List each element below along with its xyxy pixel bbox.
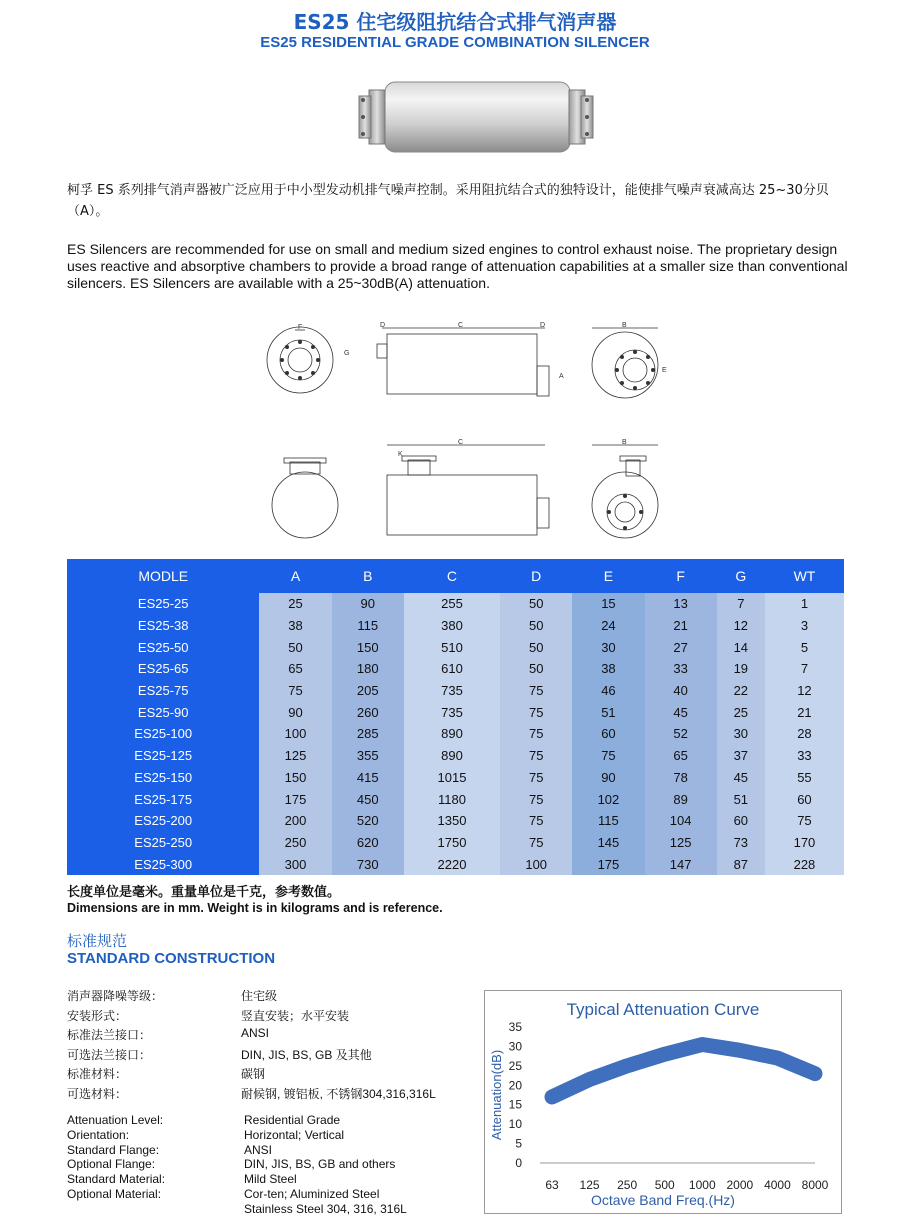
table-cell: 90 <box>259 701 331 723</box>
table-cell: 610 <box>404 658 500 680</box>
table-cell: 14 <box>717 636 765 658</box>
table-cell: 75 <box>572 745 644 767</box>
table-cell: 22 <box>717 680 765 702</box>
table-cell: 75 <box>500 701 572 723</box>
table-cell: 1 <box>765 593 844 615</box>
data-point <box>814 1073 816 1075</box>
y-tick-label: 0 <box>515 1156 522 1170</box>
table-cell: 30 <box>717 723 765 745</box>
label-G: G <box>344 350 350 357</box>
table-cell: 3 <box>765 615 844 637</box>
column-header-modle: MODLE <box>67 559 259 593</box>
table-cell: 250 <box>259 832 331 854</box>
table-cell: 75 <box>500 767 572 789</box>
table-cell: 73 <box>717 832 765 854</box>
table-cell: 890 <box>404 745 500 767</box>
table-cell: 25 <box>717 701 765 723</box>
table-cell: 75 <box>500 832 572 854</box>
table-cell: 1015 <box>404 767 500 789</box>
table-cell: ES25-25 <box>67 593 259 615</box>
label-F: F <box>298 324 303 331</box>
table-cell: 60 <box>572 723 644 745</box>
units-note-en: Dimensions are in mm. Weight is in kilograms and is reference. <box>67 901 443 915</box>
construction-title-en: STANDARD CONSTRUCTION <box>67 950 276 967</box>
construction-cn-label: 标准材料： <box>67 1067 128 1081</box>
table-cell: ES25-100 <box>67 723 259 745</box>
table-cell: ES25-75 <box>67 680 259 702</box>
data-point <box>551 1096 553 1098</box>
table-cell: 75 <box>500 723 572 745</box>
label-E: E <box>662 367 667 374</box>
table-cell: 90 <box>572 767 644 789</box>
table-cell: 75 <box>765 810 844 832</box>
construction-en-label: Standard Flange: <box>67 1142 160 1157</box>
table-cell: 52 <box>645 723 717 745</box>
y-tick-label: 5 <box>515 1136 522 1151</box>
construction-en-value: ANSI <box>244 1142 273 1157</box>
x-tick-label: 4000 <box>764 1178 791 1192</box>
construction-title-cn: 标准规范 <box>67 932 128 950</box>
table-cell: 7 <box>765 658 844 680</box>
table-cell: ES25-250 <box>67 832 259 854</box>
table-cell: 45 <box>645 701 717 723</box>
table-cell: 60 <box>765 788 844 810</box>
x-axis-label: Octave Band Freq.(Hz) <box>591 1192 735 1208</box>
table-cell: 55 <box>765 767 844 789</box>
attenuation-chart <box>484 990 842 1214</box>
table-cell: 100 <box>259 723 331 745</box>
table-row <box>67 701 844 723</box>
table-row <box>67 658 844 680</box>
label-K: K <box>398 451 403 458</box>
table-cell: 100 <box>500 853 572 875</box>
label-C2: C <box>458 439 464 446</box>
construction-en-value: Mild Steel <box>244 1172 297 1187</box>
table-cell: 255 <box>404 593 500 615</box>
x-tick-label: 8000 <box>801 1178 829 1192</box>
y-tick-label: 25 <box>508 1058 522 1073</box>
table-cell: 38 <box>259 615 331 637</box>
table-cell: ES25-300 <box>67 853 259 875</box>
construction-cn-value: 竖直安装；水平安装 <box>241 1008 350 1023</box>
table-cell: 21 <box>765 701 844 723</box>
data-point <box>739 1049 741 1051</box>
table-row <box>67 636 844 658</box>
intro-text-cn: 柯孚 ES 系列排气消声器被广泛应用于中小型发动机排气噪声控制。采用阻抗结合式的独特设计，能使排气噪声衰减高达 25~30分贝（A）。 <box>67 183 829 219</box>
y-tick-label: 30 <box>508 1039 522 1054</box>
table-cell: 150 <box>259 767 331 789</box>
table-cell: 40 <box>645 680 717 702</box>
table-cell: ES25-125 <box>67 745 259 767</box>
table-cell: 78 <box>645 767 717 789</box>
x-tick-label: 63 <box>545 1178 559 1192</box>
table-cell: 38 <box>572 658 644 680</box>
column-header-g: G <box>717 559 765 593</box>
table-cell: 19 <box>717 658 765 680</box>
construction-en-value: Horizontal; Vertical <box>244 1127 345 1142</box>
table-cell: 115 <box>332 615 404 637</box>
table-row <box>67 853 844 875</box>
data-point <box>626 1065 628 1067</box>
table-cell: 75 <box>500 810 572 832</box>
construction-en-label: Attenuation Level: <box>67 1113 164 1127</box>
data-point <box>701 1043 703 1045</box>
construction-cn-label: 消声器降噪等级： <box>67 989 164 1003</box>
table-cell: 21 <box>645 615 717 637</box>
table-cell: 25 <box>259 593 331 615</box>
column-header-a: A <box>259 559 331 593</box>
table-cell: 50 <box>500 658 572 680</box>
table-cell: 50 <box>259 636 331 658</box>
table-cell: 12 <box>717 615 765 637</box>
table-cell: 51 <box>572 701 644 723</box>
table-row <box>67 615 844 637</box>
label-D2: D <box>540 322 546 329</box>
table-cell: 180 <box>332 658 404 680</box>
table-cell: 45 <box>717 767 765 789</box>
table-cell: 145 <box>572 832 644 854</box>
table-cell: 147 <box>645 853 717 875</box>
dimension-drawings <box>260 320 680 545</box>
table-cell: 260 <box>332 701 404 723</box>
construction-en-value: Cor-ten; Aluminized Steel <box>244 1187 380 1201</box>
column-header-wt: WT <box>765 559 844 593</box>
x-tick-label: 2000 <box>726 1178 754 1192</box>
table-cell: ES25-90 <box>67 701 259 723</box>
data-point <box>776 1057 778 1059</box>
construction-cn-value: ANSI <box>241 1026 270 1040</box>
table-cell: 90 <box>332 593 404 615</box>
table-cell: 87 <box>717 853 765 875</box>
x-tick-label: 500 <box>654 1178 675 1192</box>
table-cell: 2220 <box>404 853 500 875</box>
table-cell: 175 <box>572 853 644 875</box>
table-cell: 65 <box>259 658 331 680</box>
table-header-row <box>67 559 844 593</box>
table-cell: 730 <box>332 853 404 875</box>
table-cell: 46 <box>572 680 644 702</box>
table-cell: ES25-150 <box>67 767 259 789</box>
y-axis-label: Attenuation(dB) <box>489 1049 504 1141</box>
table-cell: 24 <box>572 615 644 637</box>
table-cell: 125 <box>645 832 717 854</box>
table-cell: 355 <box>332 745 404 767</box>
column-header-d: D <box>500 559 572 593</box>
construction-en-value: Stainless Steel 304, 316, 316L <box>244 1201 407 1216</box>
construction-cn-label: 安装形式： <box>67 1008 128 1023</box>
table-cell: 1180 <box>404 788 500 810</box>
table-cell: 75 <box>259 680 331 702</box>
table-cell: 228 <box>765 853 844 875</box>
column-header-e: E <box>572 559 644 593</box>
table-cell: 115 <box>572 810 644 832</box>
table-cell: ES25-50 <box>67 636 259 658</box>
data-point <box>664 1053 666 1055</box>
table-cell: 150 <box>332 636 404 658</box>
table-row <box>67 767 844 789</box>
table-cell: ES25-38 <box>67 615 259 637</box>
table-cell: ES25-200 <box>67 810 259 832</box>
label-B2: B <box>622 439 627 446</box>
table-cell: 1750 <box>404 832 500 854</box>
table-cell: 510 <box>404 636 500 658</box>
table-cell: 30 <box>572 636 644 658</box>
attenuation-series-line <box>552 1044 815 1096</box>
table-cell: 60 <box>717 810 765 832</box>
table-cell: 735 <box>404 701 500 723</box>
column-header-f: F <box>645 559 717 593</box>
table-row <box>67 745 844 767</box>
construction-en-label: Orientation: <box>67 1127 130 1142</box>
construction-en-label: Optional Flange: <box>67 1157 156 1172</box>
table-cell: 12 <box>765 680 844 702</box>
x-tick-label: 125 <box>579 1178 600 1192</box>
table-cell: 50 <box>500 615 572 637</box>
x-tick-label: 1000 <box>688 1178 716 1192</box>
silencer-product-image <box>355 76 595 161</box>
table-cell: 380 <box>404 615 500 637</box>
table-cell: 37 <box>717 745 765 767</box>
table-cell: 102 <box>572 788 644 810</box>
construction-cn-value: DIN, JIS, BS, GB 及其他 <box>241 1047 372 1062</box>
construction-cn-label: 可选材料： <box>67 1086 128 1101</box>
table-cell: 75 <box>500 745 572 767</box>
table-cell: 5 <box>765 636 844 658</box>
table-cell: 50 <box>500 636 572 658</box>
table-cell: 89 <box>645 788 717 810</box>
label-A: A <box>559 373 564 380</box>
table-cell: 51 <box>717 788 765 810</box>
table-cell: 285 <box>332 723 404 745</box>
column-header-c: C <box>404 559 500 593</box>
label-B: B <box>622 322 627 329</box>
table-cell: 450 <box>332 788 404 810</box>
construction-cn-value: 耐候钢, 镀铝板, 不锈钢304,316,316L <box>241 1086 436 1101</box>
construction-cn-label: 标准法兰接口： <box>67 1028 152 1042</box>
table-cell: 15 <box>572 593 644 615</box>
table-row <box>67 810 844 832</box>
table-cell: 735 <box>404 680 500 702</box>
table-cell: ES25-65 <box>67 658 259 680</box>
table-cell: 50 <box>500 593 572 615</box>
x-tick-label: 250 <box>617 1178 638 1192</box>
table-cell: 104 <box>645 810 717 832</box>
table-row <box>67 832 844 854</box>
table-cell: 415 <box>332 767 404 789</box>
label-D: D <box>380 322 386 329</box>
table-cell: 75 <box>500 680 572 702</box>
table-cell: 890 <box>404 723 500 745</box>
construction-en-label: Standard Material: <box>67 1172 166 1187</box>
table-row <box>67 593 844 615</box>
construction-en-value: DIN, JIS, BS, GB and others <box>244 1157 396 1172</box>
table-row <box>67 680 844 702</box>
table-cell: 13 <box>645 593 717 615</box>
table-cell: 33 <box>765 745 844 767</box>
table-cell: 27 <box>645 636 717 658</box>
construction-en-value: Residential Grade <box>244 1113 341 1127</box>
chart-title: Typical Attenuation Curve <box>566 1000 760 1019</box>
construction-cn-label: 可选法兰接口： <box>67 1047 152 1062</box>
units-note-cn: 长度单位是毫米。重量单位是千克，参考数值。 <box>67 885 341 900</box>
construction-cn-value: 住宅级 <box>241 989 278 1003</box>
table-cell: ES25-175 <box>67 788 259 810</box>
table-cell: 170 <box>765 832 844 854</box>
y-tick-label: 10 <box>508 1117 522 1132</box>
intro-text-en: ES Silencers are recommended for use on small and medium sized engines to control exhaust noise. The proprietary design uses reactive and absorptive chambers to provide a broad range of attenuation capabilities at a smaller size than conventional silencers. ES Silencers are available with a 25~30dB(A) attenuation. <box>67 241 848 291</box>
construction-en-label: Optional Material: <box>67 1187 162 1201</box>
page-title-en: ES25 RESIDENTIAL GRADE COMBINATION SILENCER <box>260 34 650 51</box>
table-cell: 65 <box>645 745 717 767</box>
table-cell: 28 <box>765 723 844 745</box>
table-cell: 7 <box>717 593 765 615</box>
column-header-b: B <box>332 559 404 593</box>
table-cell: 1350 <box>404 810 500 832</box>
table-cell: 33 <box>645 658 717 680</box>
table-cell: 300 <box>259 853 331 875</box>
table-cell: 175 <box>259 788 331 810</box>
table-row <box>67 723 844 745</box>
table-row <box>67 788 844 810</box>
y-tick-label: 35 <box>508 1020 522 1034</box>
data-point <box>589 1078 591 1080</box>
page-title-cn: ES25 住宅级阻抗结合式排气消声器 <box>293 10 617 34</box>
table-cell: 620 <box>332 832 404 854</box>
y-tick-label: 15 <box>508 1097 522 1112</box>
table-cell: 200 <box>259 810 331 832</box>
table-cell: 520 <box>332 810 404 832</box>
construction-cn-value: 碳钢 <box>241 1067 266 1081</box>
label-C: C <box>458 322 464 329</box>
specification-table <box>67 559 844 875</box>
table-cell: 75 <box>500 788 572 810</box>
table-cell: 125 <box>259 745 331 767</box>
table-cell: 205 <box>332 680 404 702</box>
y-tick-label: 20 <box>508 1078 522 1093</box>
